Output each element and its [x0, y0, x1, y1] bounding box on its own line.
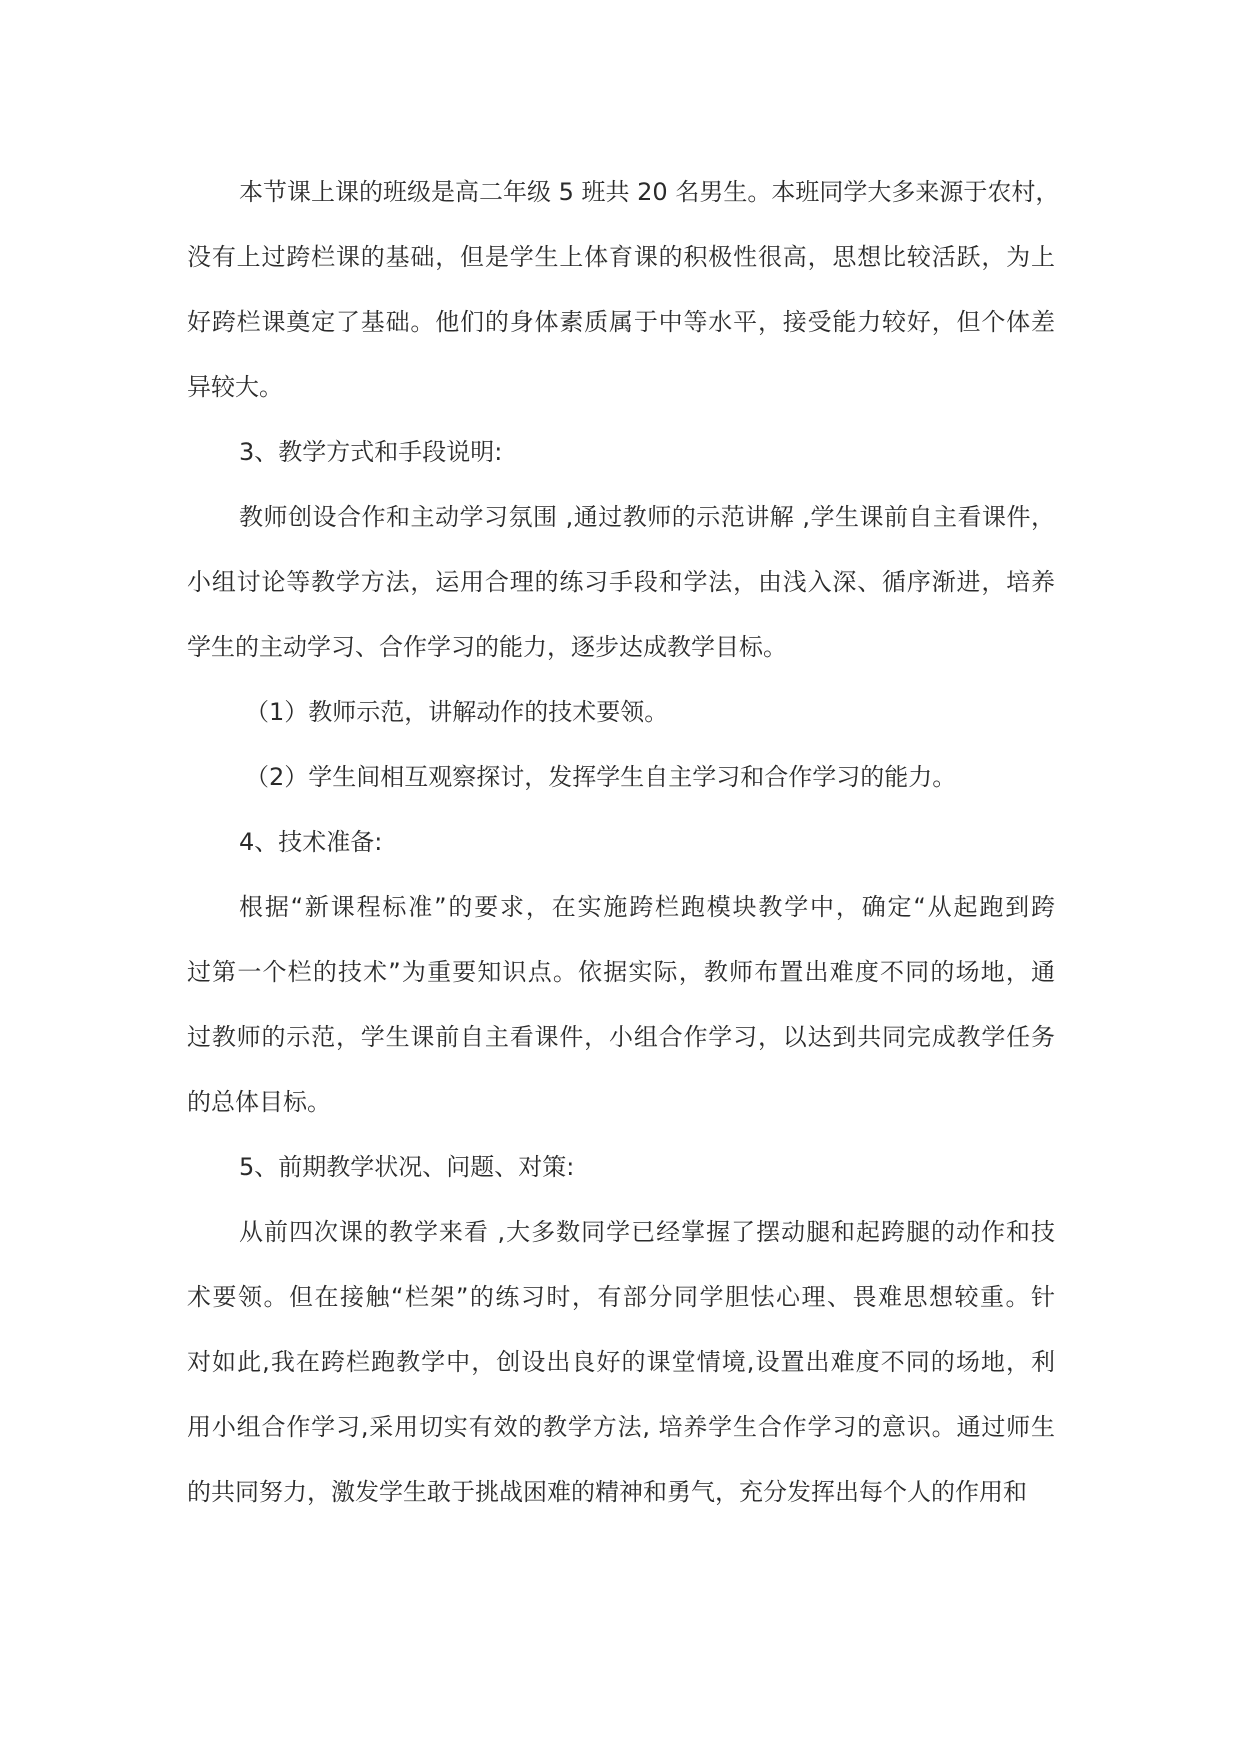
paragraph-line: 过第一个栏的技术”为重要知识点。依据实际，教师布置出难度不同的场地，通: [187, 958, 1055, 986]
paragraph-line: 好跨栏课奠定了基础。他们的身体素质属于中等水平，接受能力较好，但个体差: [187, 308, 1055, 336]
paragraph-line: 学生的主动学习、合作学习的能力，逐步达成教学目标。: [187, 633, 787, 661]
paragraph-line: 从前四次课的教学来看 ,大多数同学已经掌握了摆动腿和起跨腿的动作和技: [239, 1218, 1055, 1246]
paragraph-line: 没有上过跨栏课的基础，但是学生上体育课的积极性很高，思想比较活跃，为上: [187, 243, 1055, 271]
paragraph-line: 根据“新课程标准”的要求，在实施跨栏跑模块教学中，确定“从起跑到跨: [239, 893, 1055, 921]
paragraph-line: 教师创设合作和主动学习氛围 ,通过教师的示范讲解 ,学生课前自主看课件，: [239, 503, 1055, 531]
list-item: （2）学生间相互观察探讨，发挥学生自主学习和合作学习的能力。: [245, 763, 957, 791]
paragraph-line: 用小组合作学习,采用切实有效的教学方法, 培养学生合作学习的意识。通过师生: [187, 1413, 1055, 1441]
paragraph-line: 本节课上课的班级是高二年级 5 班共 20 名男生。本班同学大多来源于农村，: [239, 178, 1060, 206]
paragraph-line: 的总体目标。: [187, 1088, 331, 1116]
paragraph-line: 异较大。: [187, 373, 283, 401]
section-heading: 3、教学方式和手段说明:: [239, 438, 503, 466]
paragraph-line: 的共同努力，激发学生敢于挑战困难的精神和勇气，充分发挥出每个人的作用和: [187, 1478, 1027, 1506]
paragraph-line: 过教师的示范，学生课前自主看课件，小组合作学习，以达到共同完成教学任务: [187, 1023, 1055, 1051]
document-body: [187, 160, 1060, 1525]
paragraph-line: 小组讨论等教学方法，运用合理的练习手段和学法，由浅入深、循序渐进，培养: [187, 568, 1055, 596]
paragraph-line: 对如此,我在跨栏跑教学中，创设出良好的课堂情境,设置出难度不同的场地，利: [187, 1348, 1055, 1376]
section-heading: 4、技术准备:: [239, 828, 383, 856]
section-heading: 5、前期教学状况、问题、对策:: [239, 1153, 575, 1181]
paragraph-line: 术要领。但在接触“栏架”的练习时，有部分同学胆怯心理、畏难思想较重。针: [187, 1283, 1055, 1311]
list-item: （1）教师示范，讲解动作的技术要领。: [245, 698, 669, 726]
